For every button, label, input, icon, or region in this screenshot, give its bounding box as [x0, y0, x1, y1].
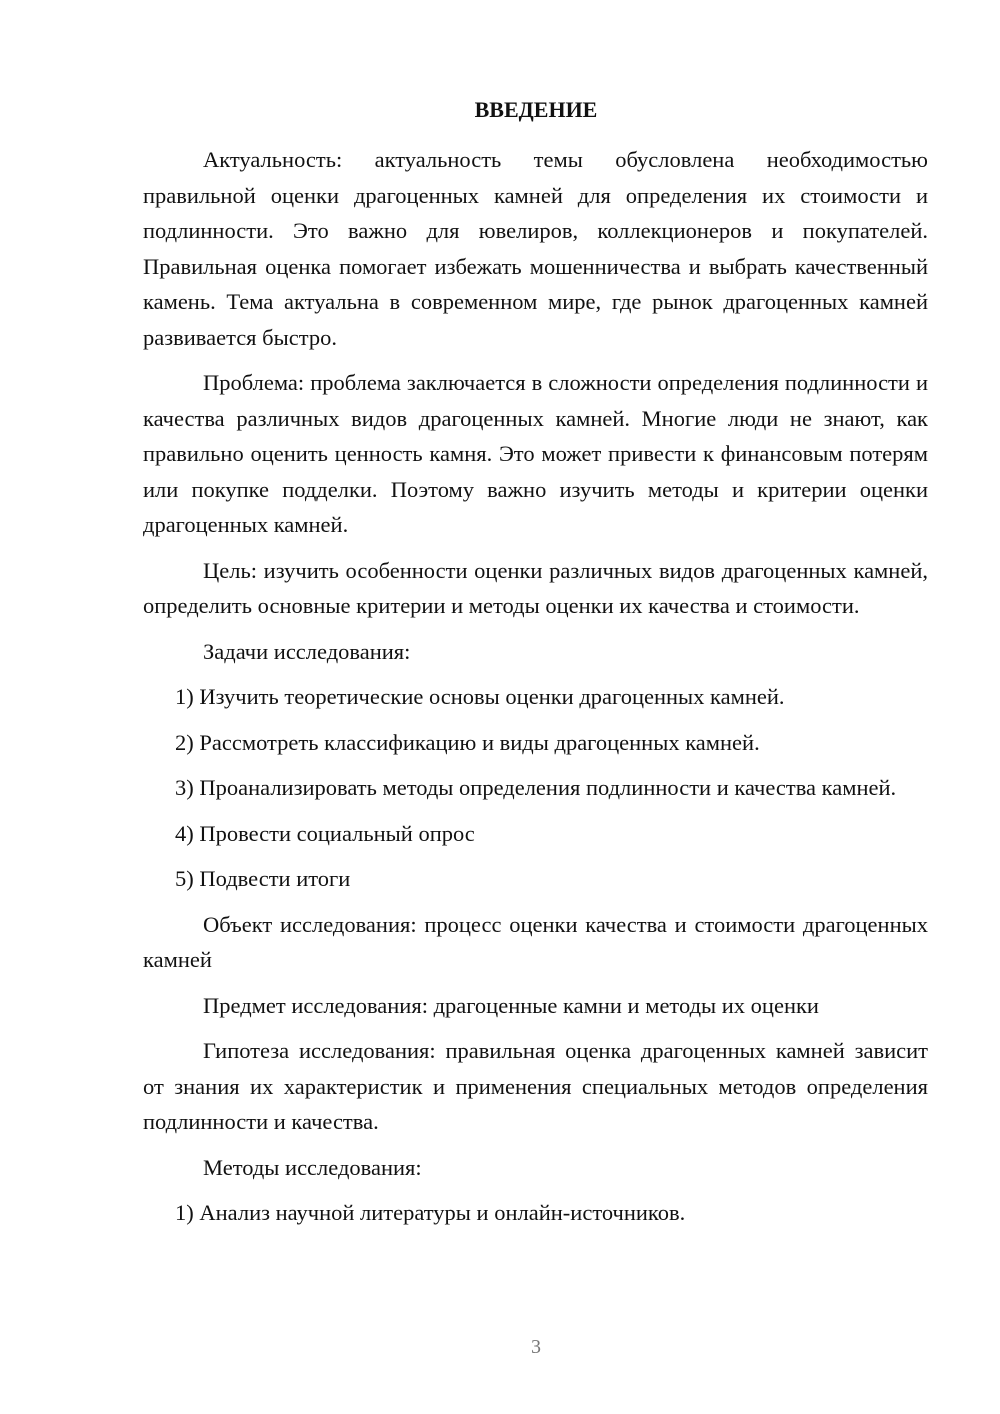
problem-paragraph: Проблема: проблема заключается в сложности определения подлинности и качества различных видов драгоценных камней. Многие люди не знают, как правильно оценить ценность камня. Это может привести к финансовым потерям или покупке подделки. Поэтому важно изучить методы и критерии оценки драгоценных камней. — [143, 370, 928, 537]
method-item: 1) Анализ научной литературы и онлайн-источников. — [175, 1200, 686, 1225]
tasks-heading: Задачи исследования: — [203, 638, 411, 664]
task-item: 5) Подвести итоги — [175, 866, 351, 891]
task-item: 3) Проанализировать методы определения подлинности и качества камней. — [175, 775, 897, 800]
methods-heading: Методы исследования: — [203, 1154, 422, 1180]
document-body — [143, 142, 928, 1241]
goal-paragraph: Цель: изучить особенности оценки различных видов драгоценных камней, определить основные критерии и методы оценки их качества и стоимости. — [143, 557, 928, 618]
task-item: 1) Изучить теоретические основы оценки драгоценных камней. — [175, 684, 785, 709]
relevance-paragraph: Актуальность: актуальность темы обусловлена необходимостью правильной оценки драгоценных камней для определения их стоимости и подлинности. Это важно для ювелиров, коллекционеров и покупателей. Правильная оценка помогает избежать мошенничества и выбрать качественный камень. Тема актуальна в современном мире, где рынок драгоценных камней развивается быстро. — [143, 147, 928, 350]
section-title: ВВЕДЕНИЕ — [474, 97, 598, 122]
object-paragraph: Объект исследования: процесс оценки качества и стоимости драгоценных камней — [143, 911, 928, 972]
subject-paragraph: Предмет исследования: драгоценные камни и методы их оценки — [203, 992, 819, 1018]
task-item: 4) Провести социальный опрос — [175, 820, 475, 846]
hypothesis-paragraph: Гипотеза исследования: правильная оценка драгоценных камней зависит от знания их характеристик и применения специальных методов определения подлинности и качества. — [143, 1038, 928, 1134]
task-item: 2) Рассмотреть классификацию и виды драгоценных камней. — [175, 729, 760, 755]
page-number: 3 — [531, 1336, 541, 1358]
